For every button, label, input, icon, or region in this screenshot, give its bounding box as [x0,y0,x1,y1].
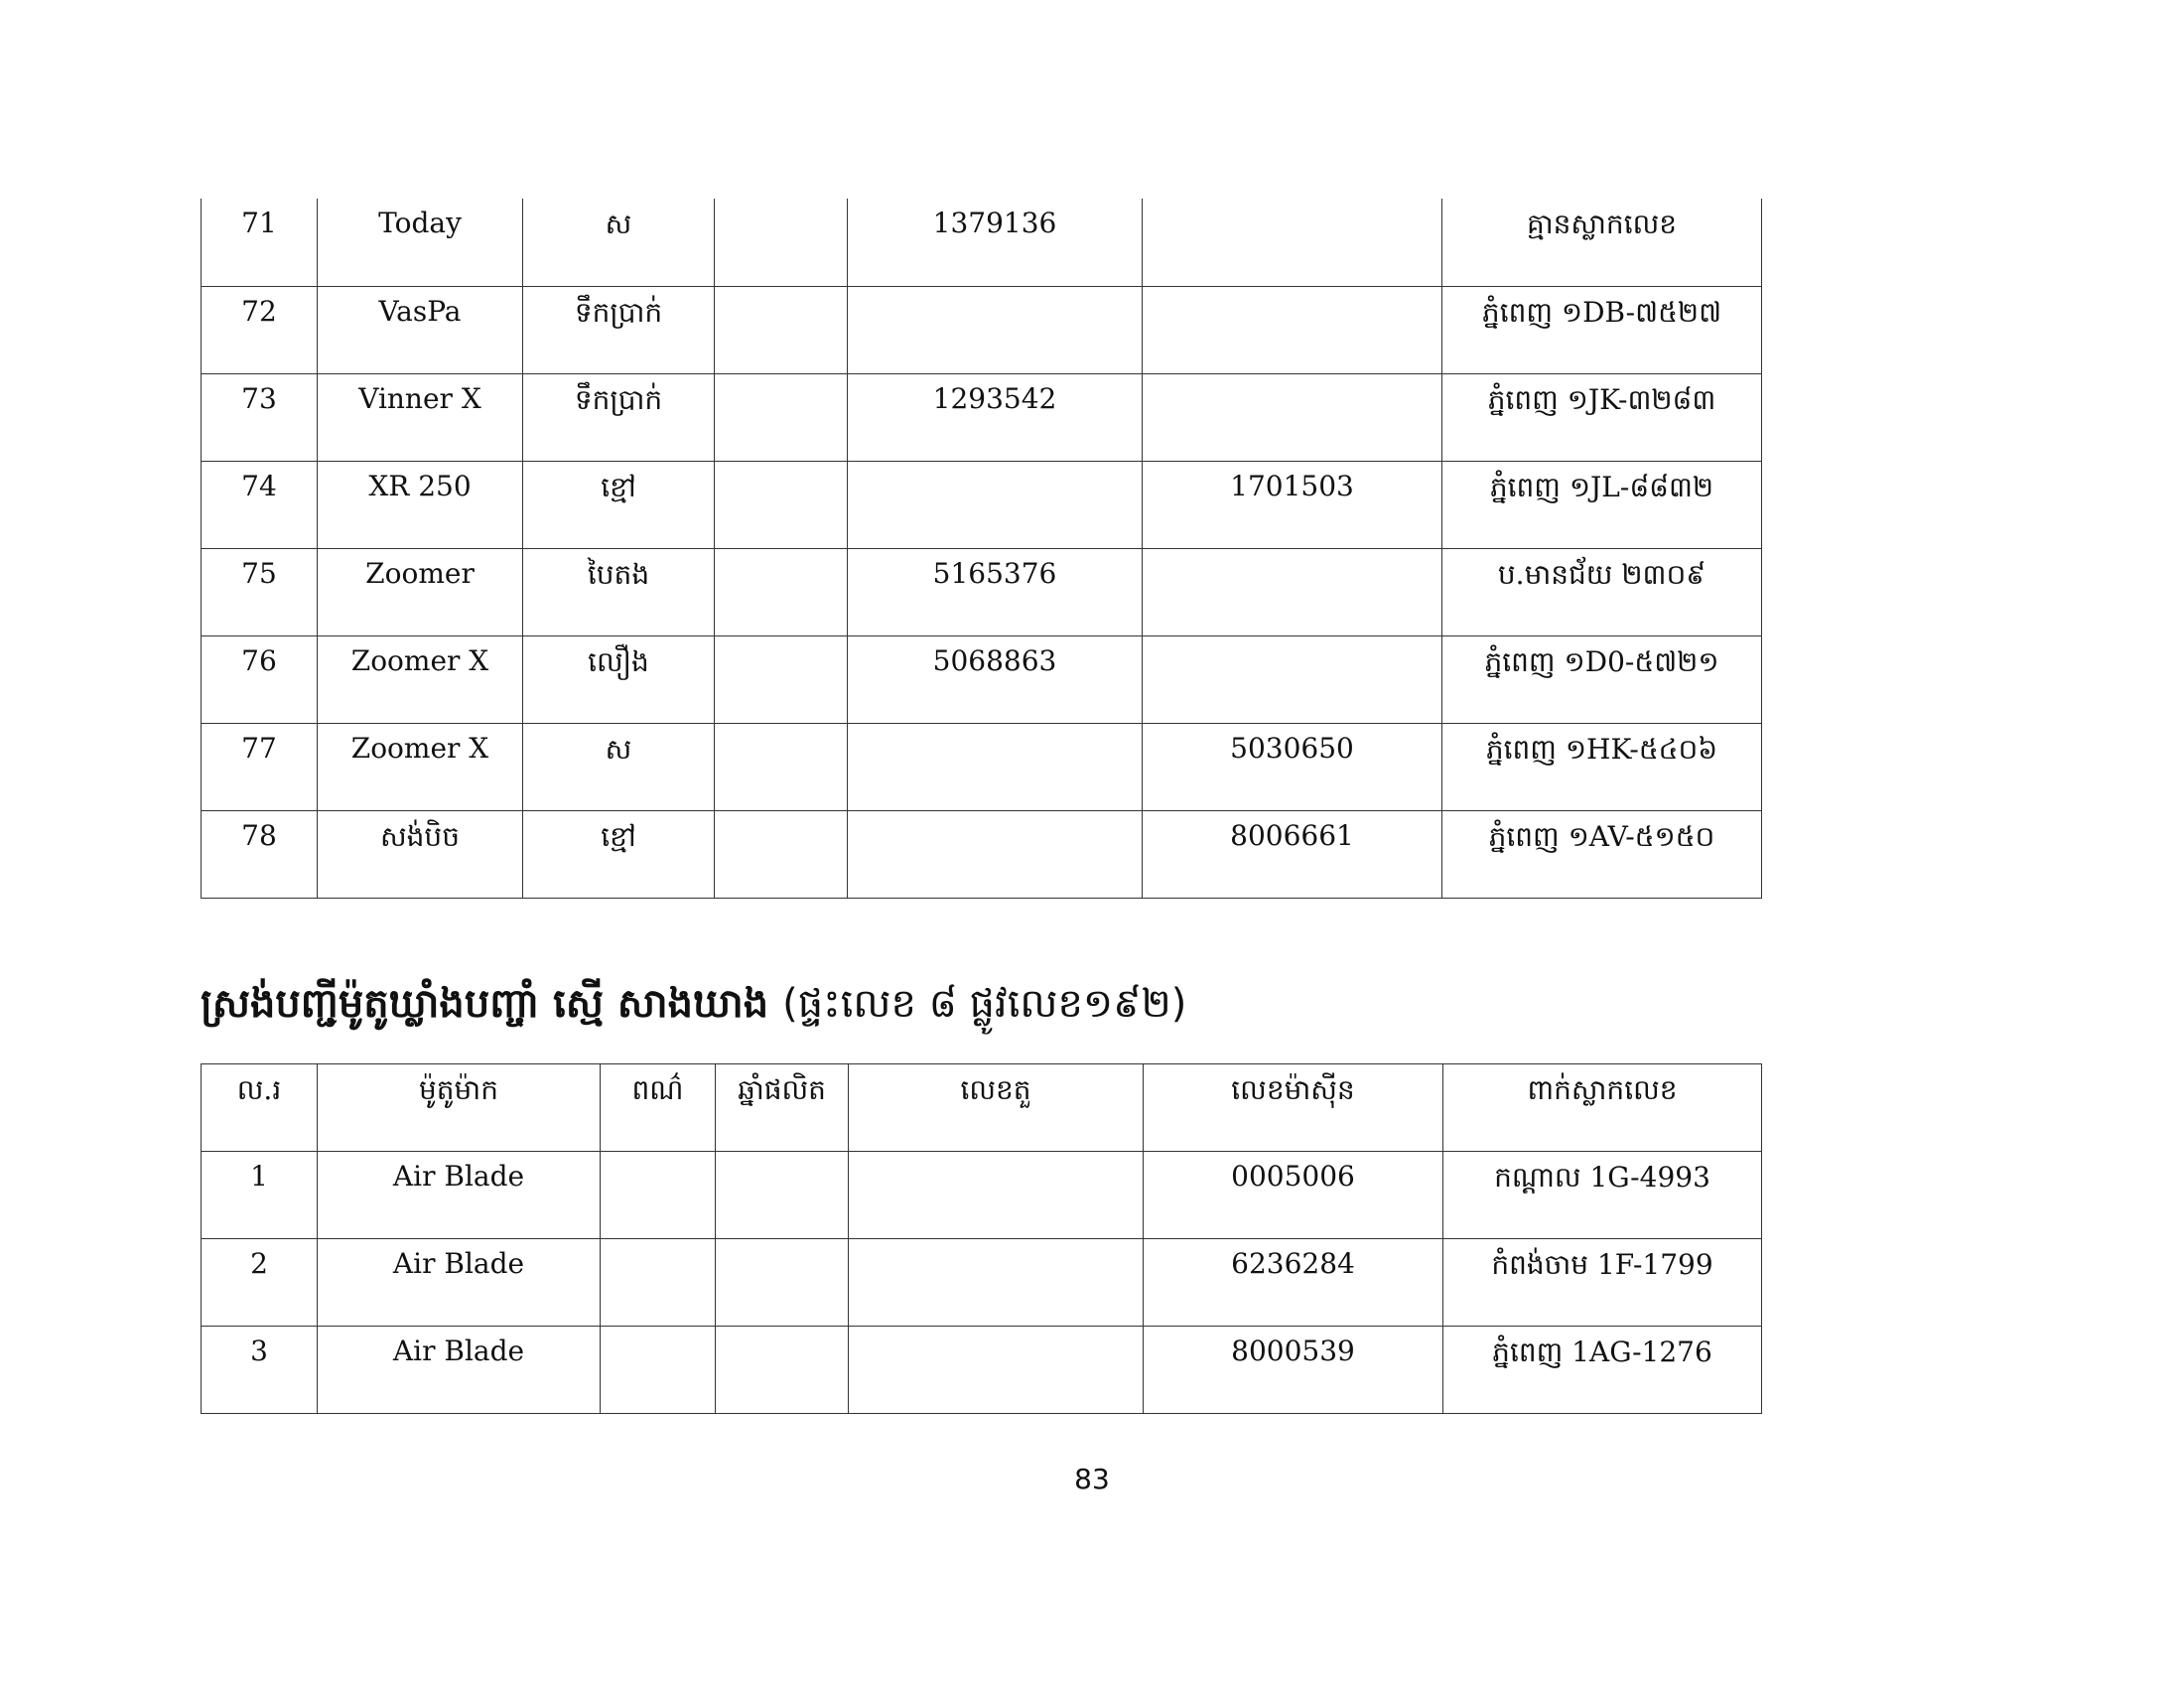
table-cell: 75 [202,548,318,635]
table-cell: ភ្នំពេញ 1AG-1276 [1443,1327,1762,1414]
table-cell [1143,548,1442,635]
column-header: ពណ៌ [601,1064,716,1152]
table-row [202,548,1762,635]
table-cell: VasPa [318,286,523,373]
table-row [202,461,1762,548]
table-cell: គ្មានស្លាកលេខ [1442,199,1762,286]
table1-body [202,199,1762,898]
table-cell: Air Blade [318,1239,601,1327]
table-cell [1143,286,1442,373]
column-header: ឆ្នាំផលិត [716,1064,849,1152]
table-cell: 0005006 [1144,1152,1443,1239]
table-cell: 3 [202,1327,318,1414]
table-cell: 71 [202,199,318,286]
column-header: ពាក់ស្លាកលេខ [1443,1064,1762,1152]
table-cell: ភ្នំពេញ ១JL-៨៨៣២ [1442,461,1762,548]
table-row [202,199,1762,286]
table-cell: XR 250 [318,461,523,548]
table-cell: 73 [202,373,318,461]
table-cell: 77 [202,723,318,810]
table-cell [716,1327,849,1414]
table-cell: ខ្មៅ [523,810,715,898]
table-cell [848,461,1143,548]
table-cell [715,373,848,461]
table-cell: សង់បិច [318,810,523,898]
pawn-warehouse-table [201,1063,1762,1414]
section-title: ស្រង់បញ្ជីម៉ូតូឃ្លាំងបញ្ចាំ ស្មើ សាងឃាង [201,981,769,1027]
table-row [202,635,1762,723]
table-cell: 1 [202,1152,318,1239]
table-cell: 8000539 [1144,1327,1443,1414]
table2-header [202,1064,1762,1152]
table-cell: 1701503 [1143,461,1442,548]
table-cell: ភ្នំពេញ ១HK-៥៤០៦ [1442,723,1762,810]
table-row [202,810,1762,898]
table-cell: ស [523,199,715,286]
table-cell: ភ្នំពេញ ១JK-៣២៨៣ [1442,373,1762,461]
table-cell: ទឹកប្រាក់ [523,286,715,373]
table-cell [601,1239,716,1327]
table-cell: 2 [202,1239,318,1327]
table-row [202,1327,1762,1414]
table-cell [716,1239,849,1327]
table-cell: 6236284 [1144,1239,1443,1327]
table-cell: Today [318,199,523,286]
table-cell: 1379136 [848,199,1143,286]
table-cell [715,723,848,810]
table-cell [849,1239,1144,1327]
table-cell [715,810,848,898]
table-cell: 5068863 [848,635,1143,723]
table-cell: Vinner X [318,373,523,461]
table-cell [1143,199,1442,286]
header-row [202,1064,1762,1152]
table-cell: 5165376 [848,548,1143,635]
table-row [202,286,1762,373]
page-number: 83 [1074,1463,1110,1495]
table-row [202,723,1762,810]
column-header: លេខតួ [849,1064,1144,1152]
table-cell: កំពង់ចាម 1F-1799 [1443,1239,1762,1327]
table-row [202,373,1762,461]
table-cell: Zoomer [318,548,523,635]
table-cell: បៃតង [523,548,715,635]
table-cell [715,461,848,548]
section-heading [201,978,1186,1037]
table-cell: ភ្នំពេញ ១DB-៧៥២៧ [1442,286,1762,373]
table-row [202,1239,1762,1327]
table-cell: 8006661 [1143,810,1442,898]
table2-body [202,1152,1762,1414]
table-cell [715,635,848,723]
table-cell [601,1327,716,1414]
table-cell [848,723,1143,810]
table-cell [1143,373,1442,461]
table-cell: 78 [202,810,318,898]
table-cell: Zoomer X [318,635,523,723]
table-cell: Air Blade [318,1152,601,1239]
motorcycle-table-continued [201,199,1762,899]
table-cell [716,1152,849,1239]
table-cell: ភ្នំពេញ ១AV-៥១៥០ [1442,810,1762,898]
table-cell: 76 [202,635,318,723]
table-cell: ប.មានជ័យ ២៣០៩ [1442,548,1762,635]
table-cell: ទឹកប្រាក់ [523,373,715,461]
table-cell [715,199,848,286]
table-cell [715,286,848,373]
table-cell: ភ្នំពេញ ១D0-៥៧២១ [1442,635,1762,723]
table-cell: ខ្មៅ [523,461,715,548]
table-cell [849,1327,1144,1414]
column-header: ល.រ [202,1064,318,1152]
table-cell [848,810,1143,898]
table-cell: Zoomer X [318,723,523,810]
table-cell [715,548,848,635]
table-row [202,1152,1762,1239]
table-cell: 74 [202,461,318,548]
table-cell: Air Blade [318,1327,601,1414]
column-header: លេខម៉ាស៊ីន [1144,1064,1443,1152]
table-cell: 1293542 [848,373,1143,461]
column-header: ម៉ូតូម៉ាក [318,1064,601,1152]
section-subtitle: (ផ្ទះលេខ ៨ ផ្លូវលេខ១៩២) [782,981,1187,1027]
table-cell: លឿង [523,635,715,723]
table-cell: កណ្តាល 1G-4993 [1443,1152,1762,1239]
table-cell [848,286,1143,373]
table-cell: 5030650 [1143,723,1442,810]
table-cell: 72 [202,286,318,373]
table-cell [849,1152,1144,1239]
table-cell: ស [523,723,715,810]
table-cell [1143,635,1442,723]
table-cell [601,1152,716,1239]
